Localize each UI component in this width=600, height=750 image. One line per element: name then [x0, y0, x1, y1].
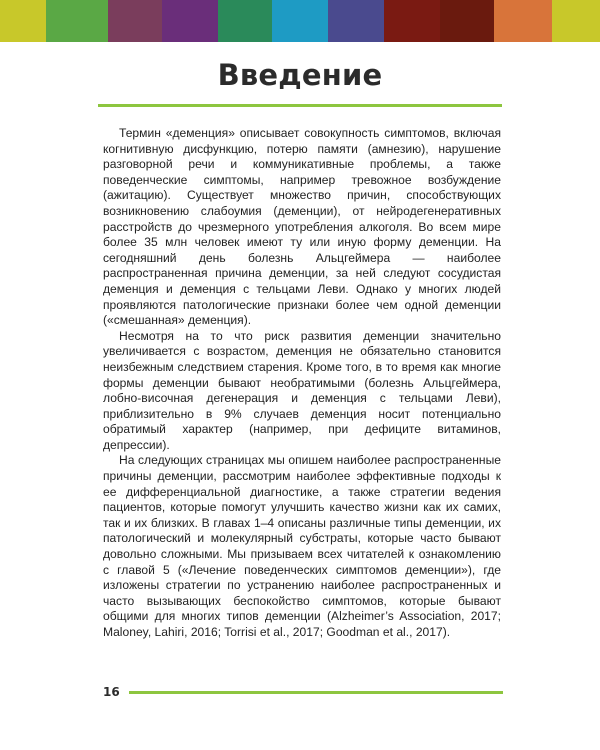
- paragraph: Несмотря на то что риск развития деменции значительно увеличивается с возрастом, деменция не обязательно становится неизбежным следствием старения. Кроме того, в то время как многие формы деменции бывают необратимыми (болезнь Альцгеймера, лобно-височная дегенерация и деменция с тельцами Леви), приблизительно в 9% случаев деменция носит потенциально обратимый характер (например, при дефиците витаминов, депрессии).: [103, 328, 501, 452]
- color-segment: [552, 0, 600, 42]
- color-segment: [0, 0, 46, 42]
- color-band-header: [0, 0, 600, 42]
- page-footer: [103, 683, 503, 701]
- title-underline: [98, 104, 502, 107]
- page-title: Введение: [217, 58, 383, 92]
- color-segment: [46, 0, 108, 42]
- color-segment: [440, 0, 494, 42]
- footer-rule: [129, 691, 503, 694]
- color-segment: [384, 0, 440, 42]
- body-text: [103, 126, 501, 641]
- paragraph: Термин «деменция» описывает совокупность симптомов, включая когнитивную дисфункцию, потерю памяти (амнезию), нарушение разговорной речи и коммуникативные проблемы, а также поведенческие симптомы, например тревожное возбуждение (ажитацию). Существует множество причин, способствующих возникновению слабоумия (деменции), от нейродегенеративных расстройств до чрезмерного употребления алкоголя. Во всем мире более 35 млн человек имеют ту или иную форму деменции. На сегодняшний день болезнь Альцгеймера — наиболее распространенная причина деменции, за ней следуют сосудистая деменция и деменция с тельцами Леви. Однако у многих людей проявляются патологические признаки более чем одной деменции («смешанная» деменция).: [103, 126, 501, 328]
- color-segment: [218, 0, 272, 42]
- color-segment: [328, 0, 384, 42]
- paragraph: На следующих страницах мы опишем наиболее распространенные причины деменции, рассмотрим наиболее эффективные подходы к ее дифференциальной диагностике, а также стратегии ведения пациентов, которые помогут улучшить качество жизни как их самих, так и их близких. В главах 1–4 описаны различные типы деменции, их патологический и молекулярный субстраты, которые часто бывают довольно сложными. Мы призываем всех читателей к ознакомлению с главой 5 («Лечение поведенческих симптомов деменции»), где изложены стратегии по устранению наиболее распространенных и часто вызывающих беспокойство симптомов, которые бывают общими для многих типов деменции (Alzheimer’s Association, 2017; Maloney, Lahiri, 2016; Torrisi et al., 2017; Goodman et al., 2017).: [103, 453, 501, 639]
- color-segment: [108, 0, 162, 42]
- color-segment: [494, 0, 552, 42]
- color-segment: [272, 0, 328, 42]
- color-segment: [162, 0, 218, 42]
- page-number: 16: [103, 685, 120, 699]
